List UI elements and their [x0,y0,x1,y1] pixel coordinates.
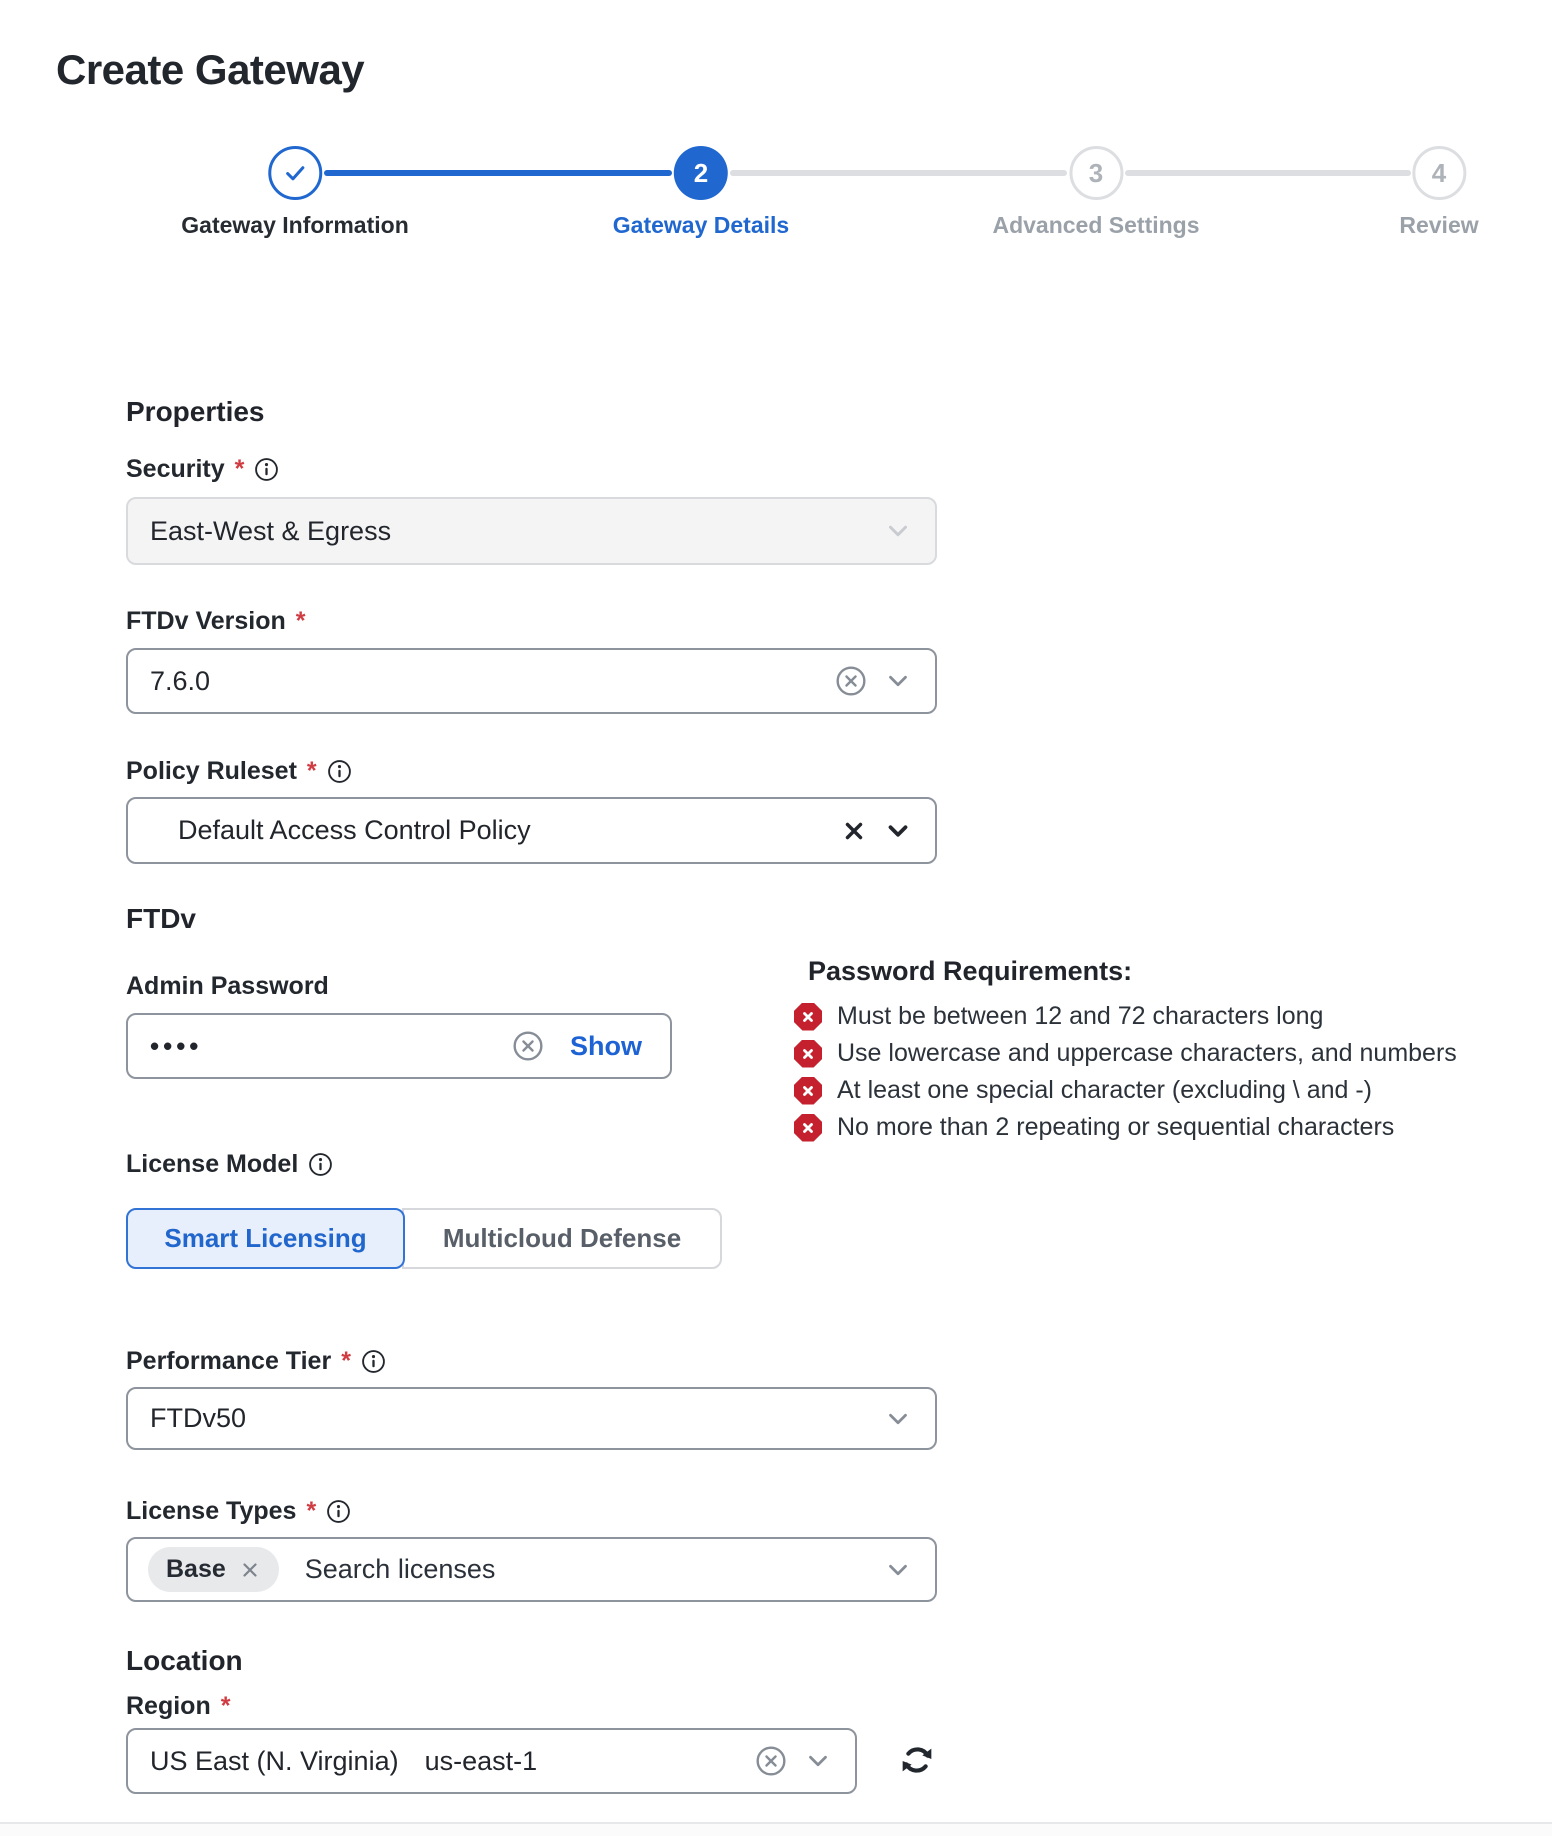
required-asterisk: * [234,455,245,483]
region-name: US East (N. Virginia) [150,1745,399,1776]
show-password-button[interactable]: Show [564,1030,648,1063]
step-number-badge: 4 [1412,146,1466,200]
info-icon[interactable] [326,1499,351,1524]
policy-ruleset-select[interactable] [126,797,937,864]
password-requirement-item [794,998,1457,1035]
required-asterisk: * [306,1497,317,1525]
stepper-step-advanced-settings[interactable] [992,146,1199,239]
ftdv-version-label [126,607,306,636]
step-label: Review [1399,212,1479,238]
required-asterisk: * [341,1347,351,1375]
error-x-icon [794,1003,822,1031]
password-masked-value: •••• [150,1030,203,1061]
license-model-label [126,1150,333,1179]
required-asterisk: * [220,1692,231,1720]
requirement-text: No more than 2 repeating or sequential characters [837,1113,1395,1141]
policy-ruleset-label-text: Policy Ruleset [126,757,297,785]
policy-ruleset-value: Default Access Control Policy [178,815,531,845]
info-icon[interactable] [327,759,352,784]
step-label: Gateway Information [181,212,409,238]
security-label [126,455,279,484]
password-requirement-item [794,1035,1457,1072]
chevron-down-icon[interactable] [883,1555,913,1585]
step-complete-check-icon [268,146,322,200]
license-types-label [126,1497,351,1526]
requirement-text: Use lowercase and uppercase characters, and numbers [837,1039,1457,1067]
chevron-down-icon[interactable] [883,666,913,696]
admin-password-input[interactable] [126,1013,672,1079]
error-x-icon [794,1077,822,1105]
policy-ruleset-label [126,757,352,786]
step-number-badge: 2 [674,146,728,200]
info-icon[interactable] [361,1349,386,1374]
security-label-text: Security [126,455,225,483]
ftdv-version-value: 7.6.0 [150,665,211,696]
ftdv-version-select[interactable] [126,648,937,714]
clear-icon[interactable] [835,665,867,697]
page-bottom-strip [0,1824,1552,1836]
security-select [126,497,937,565]
password-requirement-item [794,1109,1457,1146]
chevron-down-icon [883,516,913,546]
license-model-option-smart-licensing[interactable]: Smart Licensing [126,1208,405,1269]
license-types-multiselect[interactable] [126,1537,937,1602]
performance-tier-select[interactable] [126,1387,937,1450]
chevron-down-icon[interactable] [803,1746,833,1776]
clear-icon[interactable] [755,1745,787,1777]
stepper-step-review[interactable] [1399,146,1478,239]
error-x-icon [794,1114,822,1142]
performance-tier-value: FTDv50 [150,1403,247,1433]
password-requirement-item [794,1072,1457,1109]
performance-tier-label-text: Performance Tier [126,1347,332,1375]
error-x-icon [794,1040,822,1068]
region-value [150,1746,739,1777]
requirement-text: Must be between 12 and 72 characters long [837,1002,1324,1030]
step-label: Advanced Settings [992,212,1200,238]
remove-icon[interactable] [841,818,867,844]
region-label [126,1692,230,1721]
chip-label: Base [166,1555,226,1583]
ftdv-heading: FTDv [126,903,196,934]
license-types-label-text: License Types [126,1497,297,1525]
region-label-text: Region [126,1692,211,1720]
license-search-input[interactable]: Search licenses [304,1554,496,1584]
password-requirements-list [794,998,1457,1146]
clear-icon[interactable] [512,1030,544,1062]
admin-password-label-text: Admin Password [126,972,329,1000]
refresh-regions-icon[interactable] [894,1738,940,1784]
performance-tier-label [126,1347,386,1376]
stepper-step-gateway-details[interactable] [613,146,789,239]
step-label: Gateway Details [612,212,790,238]
chevron-down-icon[interactable] [883,816,913,846]
remove-chip-icon[interactable] [239,1559,261,1581]
security-value: East-West & Egress [150,515,392,546]
properties-heading: Properties [126,396,265,427]
info-icon[interactable] [254,457,279,482]
step-number-badge: 3 [1069,146,1123,200]
license-model-label-text: License Model [126,1150,299,1178]
ftdv-version-label-text: FTDv Version [126,607,286,635]
password-requirements-heading: Password Requirements: [808,956,1133,986]
region-code: us-east-1 [424,1745,538,1776]
required-asterisk: * [295,607,306,635]
required-asterisk: * [306,757,317,785]
admin-password-label [126,972,329,1001]
page-title: Create Gateway [56,46,365,94]
chevron-down-icon[interactable] [883,1404,913,1434]
stepper-step-gateway-information[interactable] [181,146,408,239]
requirement-text: At least one special character (excluding \ and -) [837,1076,1372,1104]
region-select[interactable] [126,1728,857,1794]
info-icon[interactable] [308,1152,333,1177]
location-heading: Location [126,1645,243,1676]
license-chip-base [148,1547,279,1592]
license-model-option-multicloud-defense[interactable]: Multicloud Defense [402,1208,722,1269]
